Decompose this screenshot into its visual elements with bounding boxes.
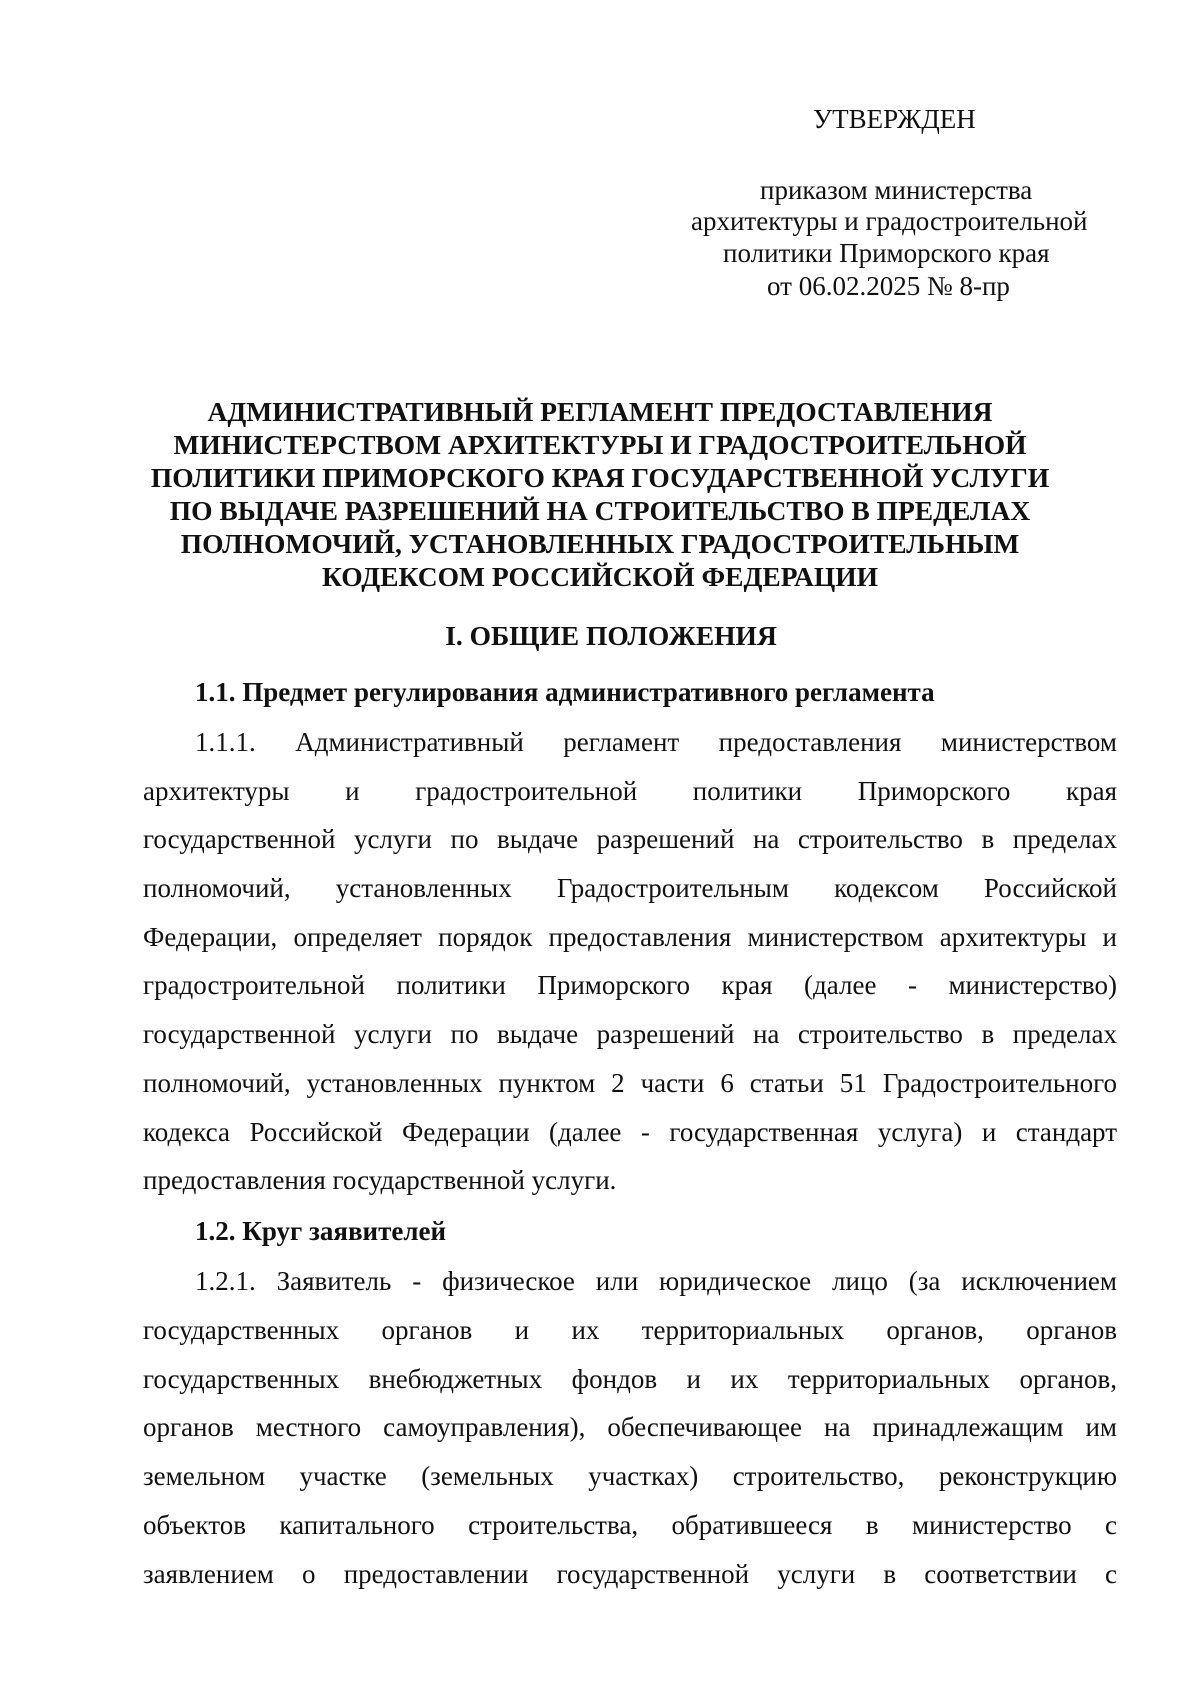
section-heading: I. ОБЩИЕ ПОЛОЖЕНИЯ [445, 620, 777, 651]
approval-line-4: от 06.02.2025 № 8-пр [767, 271, 1010, 301]
paragraph-line: объектов капитального строительства, обратившееся в министерство с [143, 1510, 1117, 1540]
paragraph-line: полномочий, установленных пунктом 2 части 6 статьи 51 Градостроительного [143, 1068, 1117, 1098]
paragraph-line: государственной услуги по выдаче разрешений на строительство в пределах [143, 824, 1117, 854]
paragraph-line: государственных органов и их территориальных органов, органов [143, 1315, 1117, 1345]
paragraph-line: Федерации, определяет порядок предоставления министерством архитектуры и [143, 922, 1117, 952]
paragraph-line: 1.1.1. Административный регламент предоставления министерством [195, 727, 1117, 757]
paragraph-line: полномочий, установленных Градостроительным кодексом Российской [143, 873, 1117, 903]
paragraph-line: архитектуры и градостроительной политики Приморского края [143, 776, 1117, 806]
paragraph-line: заявлением о предоставлении государственной услуги в соответствии с [143, 1559, 1117, 1589]
paragraph-line: 1.2.1. Заявитель - физическое или юридическое лицо (за исключением [195, 1266, 1117, 1296]
paragraph-line: органов местного самоуправления), обеспечивающее на принадлежащим им [143, 1412, 1117, 1442]
document-title [120, 395, 1080, 593]
subsection-1-2-heading: 1.2. Круг заявителей [195, 1216, 447, 1246]
approved-label: УТВЕРЖДЕН [813, 104, 976, 134]
title-line: ПО ВЫДАЧЕ РАЗРЕШЕНИЙ НА СТРОИТЕЛЬСТВО В ПРЕДЕЛАХ [169, 495, 1031, 526]
paragraph-line: кодекса Российской Федерации (далее - государственная услуга) и стандарт [143, 1117, 1117, 1147]
title-line: ПОЛНОМОЧИЙ, УСТАНОВЛЕННЫХ ГРАДОСТРОИТЕЛЬНЫМ [180, 528, 1020, 559]
paragraph-line: земельном участке (земельных участках) строительство, реконструкцию [143, 1461, 1117, 1491]
approval-line-2: архитектуры и градостроительной [691, 206, 1088, 236]
title-line: АДМИНИСТРАТИВНЫЙ РЕГЛАМЕНТ ПРЕДОСТАВЛЕНИЯ [207, 396, 993, 427]
paragraph-line: предоставления государственной услуги. [143, 1165, 617, 1195]
approval-line-1: приказом министерства [760, 175, 1033, 205]
paragraph-line: градостроительной политики Приморского края (далее - министерство) [143, 970, 1117, 1000]
paragraph-line: государственных внебюджетных фондов и их территориальных органов, [143, 1364, 1117, 1394]
approval-line-3: политики Приморского края [723, 238, 1050, 268]
title-line: ПОЛИТИКИ ПРИМОРСКОГО КРАЯ ГОСУДАРСТВЕННОЙ УСЛУГИ [150, 462, 1050, 493]
title-line: МИНИСТЕРСТВОМ АРХИТЕКТУРЫ И ГРАДОСТРОИТЕЛЬНОЙ [173, 429, 1027, 460]
paragraph-line: государственной услуги по выдаче разрешений на строительство в пределах [143, 1019, 1117, 1049]
subsection-1-1-heading: 1.1. Предмет регулирования административного регламента [195, 677, 935, 707]
title-line: КОДЕКСОМ РОССИЙСКОЙ ФЕДЕРАЦИИ [321, 561, 879, 592]
